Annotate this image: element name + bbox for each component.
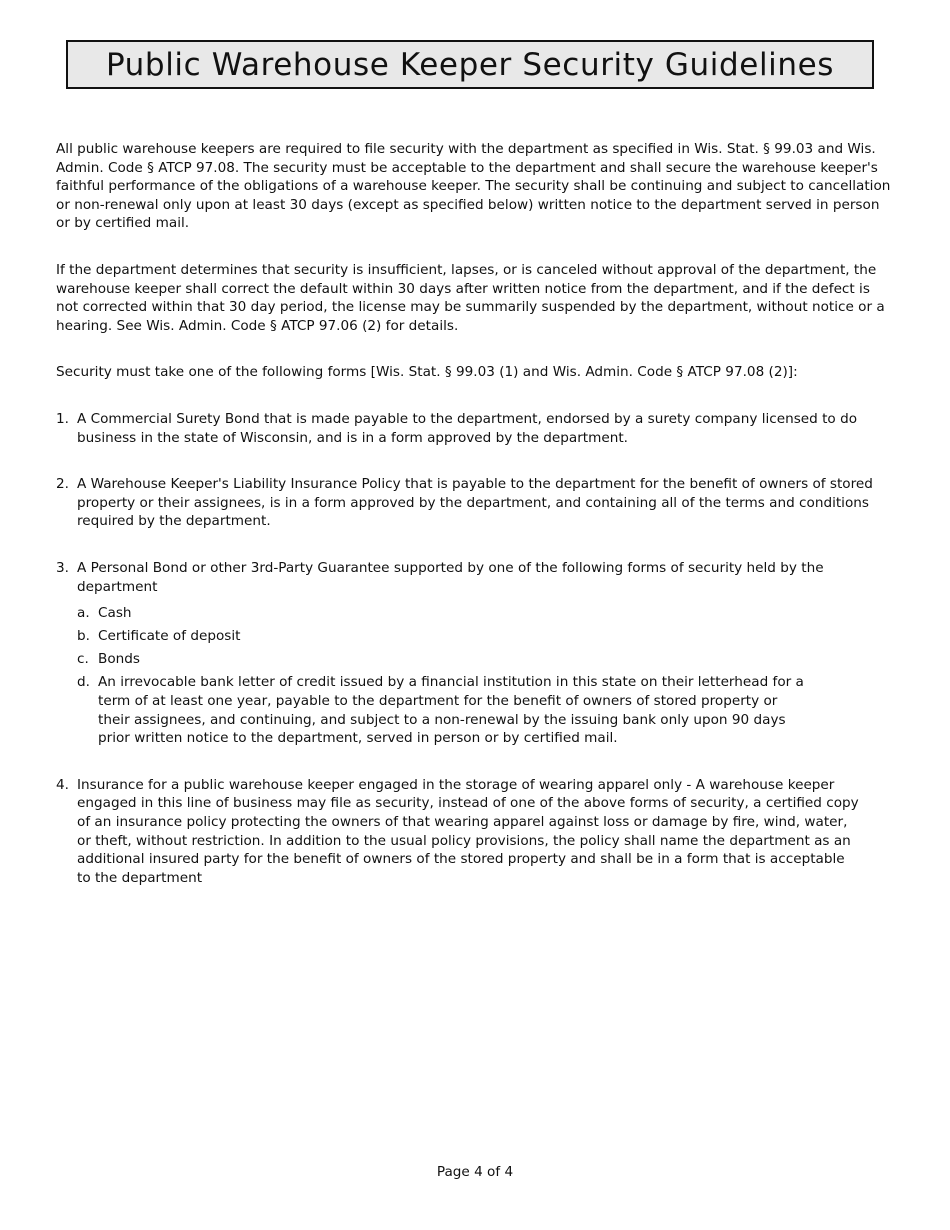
sub-list-text: Certificate of deposit [98,628,241,645]
sub-list [77,604,892,748]
intro-paragraph: All public warehouse keepers are required to file security with the department as specified in Wis. Stat. § 99.03 and Wis. Admin. Code § ATCP 97.08. The security must be acceptable to the department and shall secure the warehouse keeper's faithful performance of the obligations of a warehouse keeper. The security shall be continuing and subject to cancellation or non-renewal only upon at least 30 days (except as specified below) written notice to the department served in person or by certified mail. [56,141,891,232]
list-item [56,559,892,748]
list-item-text: A Warehouse Keeper's Liability Insurance Policy that is payable to the department for the benefit of owners of stored property or their assignees, is in a form approved by the department, and containing all of the terms and conditions required by the department. [77,476,873,530]
title-box [66,40,874,89]
security-forms-intro: Security must take one of the following forms [Wis. Stat. § 99.03 (1) and Wis. Admin. Code § ATCP 97.08 (2)]: [56,364,798,381]
sub-list-item [77,604,892,623]
sub-list-letter: c. [77,651,89,668]
sub-list-item [77,673,892,747]
page-number: Page 4 of 4 [436,1164,514,1180]
sub-list-text: Cash [98,605,132,622]
security-forms-list [56,410,892,887]
insufficient-security-paragraph: If the department determines that security is insufficient, lapses, or is canceled without approval of the department, the warehouse keeper shall correct the default within 30 days after written notice from the department, and if the defect is not corrected within that 30 day period, the license may be summarily suspended by the department, without notice or a hearing. See Wis. Admin. Code § ATCP 97.06 (2) for details. [56,261,885,334]
list-item-text: Insurance for a public warehouse keeper engaged in the storage of wearing apparel only - A warehouse keeper engaged in this line of business may file as security, instead of one of the above forms of security, a certified copy of an insurance policy protecting the owners of that wearing apparel against loss or damage by fire, wind, water, or theft, without restriction. In addition to the usual policy provisions, the policy shall name the department as an additional insured party for the benefit of owners of the stored property and shall be in a form that is acceptable to the department [77,776,859,886]
sub-list-item [77,627,892,646]
sub-list-letter: b. [77,628,90,645]
list-item-number: 2. [56,476,69,493]
list-item-number: 4. [56,776,69,793]
document-body [56,140,892,915]
sub-list-text: An irrevocable bank letter of credit issued by a financial institution in this state on their letterhead for a term of at least one year, payable to the department for the benefit of owners of stored property or their assignees, and continuing, and subject to a non-renewal by the issuing bank only upon 90 days prior written notice to the department, served in person or by certified mail. [98,674,804,747]
sub-list-item [77,650,892,669]
list-item-text: A Commercial Surety Bond that is made payable to the department, endorsed by a surety company licensed to do business in the state of Wisconsin, and is in a form approved by the department. [77,410,858,446]
list-item [56,410,892,447]
sub-list-letter: a. [77,605,90,622]
list-item-number: 1. [56,410,69,427]
list-item [56,776,892,888]
list-item [56,475,892,531]
sub-list-letter: d. [77,674,90,691]
list-item-text: A Personal Bond or other 3rd-Party Guarantee supported by one of the following forms of security held by the department [77,559,824,595]
sub-list-text: Bonds [98,651,140,668]
list-item-number: 3. [56,559,69,576]
page-title: Public Warehouse Keeper Security Guidelines [105,46,835,83]
